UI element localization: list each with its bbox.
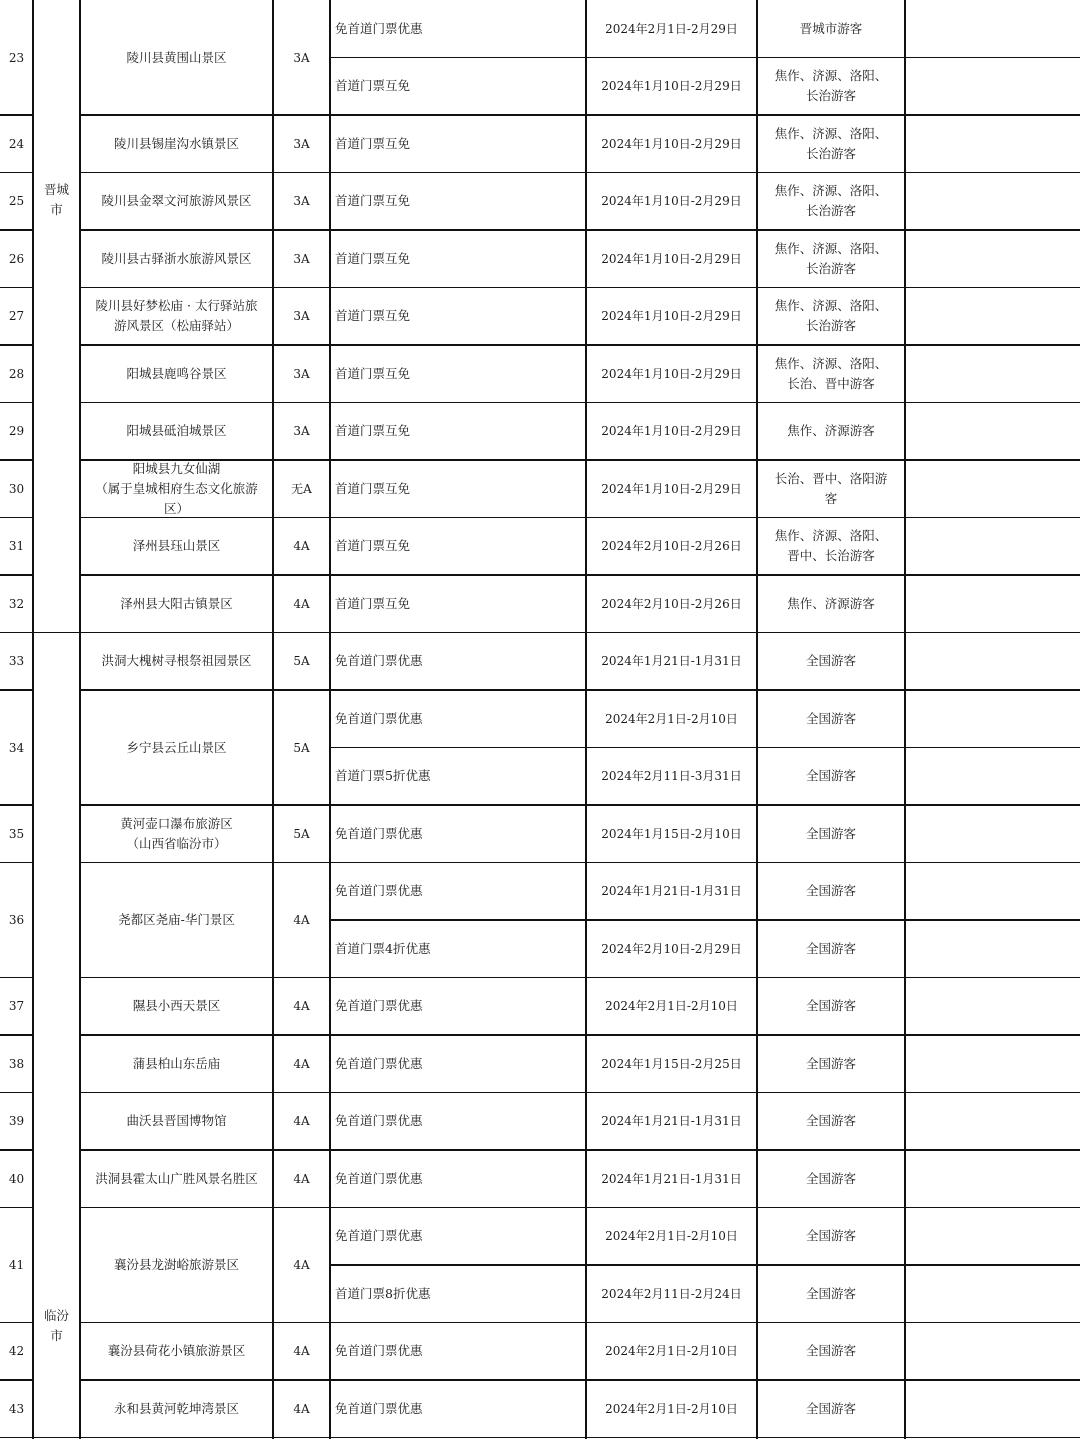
scenic-spot-name: 永和县黄河乾坤湾景区 xyxy=(113,1400,239,1416)
offer-target: 全国游客 xyxy=(805,1113,856,1129)
scenic-spot-name: 阳城县砥洎城景区 xyxy=(126,423,227,439)
row-number: 23 xyxy=(8,50,25,65)
offer-type: 免首道门票优惠 xyxy=(335,1170,423,1186)
row-number: 38 xyxy=(8,1056,25,1071)
offer-target: 全国游客 xyxy=(805,710,856,726)
scenic-spot-name: 陵川县黄围山景区 xyxy=(126,49,227,65)
offer-target: 焦作、济源、洛阳、 长治游客 xyxy=(774,125,888,161)
offer-target: 全国游客 xyxy=(805,768,856,784)
scenic-spot-name: 尧都区尧庙-华门景区 xyxy=(118,912,235,927)
offer-target: 全国游客 xyxy=(805,1170,856,1186)
offer-target: 焦作、济源、洛阳、 长治游客 xyxy=(774,183,888,219)
offer-dates: 2024年2月11日-3月31日 xyxy=(601,769,742,784)
row-number: 43 xyxy=(8,1401,25,1416)
offer-target: 焦作、济源、洛阳、 晋中、长治游客 xyxy=(774,528,888,564)
scenic-spot-name: 隰县小西天景区 xyxy=(132,998,221,1014)
offer-type: 免首道门票优惠 xyxy=(335,710,423,726)
scenic-spot-name: 陵川县古驿浙水旅游风景区 xyxy=(101,250,252,266)
row-number: 34 xyxy=(8,740,25,755)
offer-target: 全国游客 xyxy=(805,825,856,841)
remarks-cell xyxy=(905,115,1080,173)
scenic-spot-name: 泽州县珏山景区 xyxy=(132,538,221,554)
grid-line xyxy=(272,0,274,1439)
scenic-spot-level: 4A xyxy=(293,539,310,554)
offer-dates: 2024年1月21日-1月31日 xyxy=(601,1171,742,1186)
remarks-cell xyxy=(905,1265,1080,1323)
offer-type: 首道门票互免 xyxy=(335,78,411,94)
offer-type: 首道门票互免 xyxy=(335,193,411,209)
row-number: 42 xyxy=(8,1344,25,1359)
city-name: 临汾 市 xyxy=(43,1308,69,1343)
offer-type: 首道门票4折优惠 xyxy=(335,940,431,956)
offer-target: 全国游客 xyxy=(805,940,856,956)
remarks-cell xyxy=(905,173,1080,231)
remarks-cell xyxy=(905,863,1080,921)
scenic-spot-level: 3A xyxy=(293,136,310,151)
grid-line xyxy=(0,1437,33,1439)
remarks-cell xyxy=(905,1035,1080,1093)
scenic-spot-name: 阳城县鹿鸣谷景区 xyxy=(126,365,227,381)
row-number: 40 xyxy=(8,1171,25,1186)
row-number: 33 xyxy=(8,654,25,669)
offer-dates: 2024年2月1日-2月10日 xyxy=(605,1401,738,1416)
offer-type: 首道门票互免 xyxy=(335,250,411,266)
remarks-cell xyxy=(905,1150,1080,1208)
scenic-spot-name: 阳城县九女仙湖 （属于皇城相府生态文化旅游 区） xyxy=(95,460,258,516)
offer-type: 免首道门票优惠 xyxy=(335,883,423,899)
offer-dates: 2024年2月10日-2月26日 xyxy=(601,596,742,611)
scenic-spot-name: 襄汾县荷花小镇旅游景区 xyxy=(107,1343,246,1359)
grid-line xyxy=(79,0,81,1439)
remarks-cell xyxy=(905,345,1080,403)
scenic-spot-name: 乡宁县云丘山景区 xyxy=(126,739,227,755)
offer-dates: 2024年1月15日-2月25日 xyxy=(601,1056,742,1071)
offer-dates: 2024年1月10日-2月29日 xyxy=(601,309,742,324)
row-number: 35 xyxy=(8,826,25,841)
scenic-spot-level: 3A xyxy=(293,366,310,381)
row-number: 29 xyxy=(8,424,25,439)
remarks-cell xyxy=(905,1380,1080,1438)
offer-dates: 2024年1月10日-2月29日 xyxy=(601,424,742,439)
offer-type: 免首道门票优惠 xyxy=(335,825,423,841)
row-number: 41 xyxy=(8,1258,25,1272)
offer-target: 焦作、济源游客 xyxy=(787,423,875,439)
scenic-spot-level: 4A xyxy=(293,1171,310,1186)
remarks-cell xyxy=(905,805,1080,863)
offer-dates: 2024年1月21日-1月31日 xyxy=(601,654,742,669)
scenic-spot-level: 5A xyxy=(293,654,310,669)
scenic-spot-level: 4A xyxy=(293,1401,310,1416)
row-number: 36 xyxy=(8,913,25,927)
row-number: 28 xyxy=(8,366,25,381)
row-number: 32 xyxy=(8,596,25,611)
grid-line xyxy=(330,57,1080,59)
offer-type: 首道门票8折优惠 xyxy=(335,1285,431,1301)
offer-target: 焦作、济源游客 xyxy=(787,595,875,611)
remarks-cell xyxy=(905,403,1080,461)
row-number: 26 xyxy=(8,251,25,266)
remarks-cell xyxy=(905,690,1080,748)
row-number: 24 xyxy=(8,136,25,151)
row-number: 39 xyxy=(8,1114,25,1129)
row-number: 27 xyxy=(8,309,25,324)
offer-target: 焦作、济源、洛阳、 长治游客 xyxy=(774,298,888,334)
remarks-cell xyxy=(905,575,1080,633)
remarks-cell xyxy=(905,460,1080,518)
offer-target: 全国游客 xyxy=(805,1343,856,1359)
offer-target: 长治、晋中、洛阳游 客 xyxy=(774,470,888,506)
scenic-spot-name: 泽州县大阳古镇景区 xyxy=(120,595,233,611)
offer-target: 晋城市游客 xyxy=(799,20,863,36)
offer-type: 免首道门票优惠 xyxy=(335,998,423,1014)
offer-type: 首道门票5折优惠 xyxy=(335,768,431,784)
scenic-spot-name: 陵川县金翠文河旅游风景区 xyxy=(101,193,252,209)
scenic-spot-level: 4A xyxy=(293,596,310,611)
remarks-cell xyxy=(905,0,1080,58)
offer-dates: 2024年1月15日-2月10日 xyxy=(601,826,742,841)
scenic-spot-name: 洪洞大槐树寻根祭祖园景区 xyxy=(101,653,252,669)
offer-target: 全国游客 xyxy=(805,1400,856,1416)
scenic-spot-level: 4A xyxy=(293,999,310,1014)
offer-type: 首道门票互免 xyxy=(335,365,411,381)
scenic-spot-level: 5A xyxy=(293,826,310,841)
offer-type: 首道门票互免 xyxy=(335,538,411,554)
scenic-spot-level: 3A xyxy=(293,424,310,439)
scenic-spot-level: 无A xyxy=(291,481,312,496)
grid-line xyxy=(33,1437,80,1439)
offer-target: 焦作、济源、洛阳、 长治游客 xyxy=(774,68,888,104)
remarks-cell xyxy=(905,920,1080,978)
offer-dates: 2024年2月1日-2月10日 xyxy=(605,711,738,726)
offer-type: 免首道门票优惠 xyxy=(335,1228,423,1244)
remarks-cell xyxy=(905,230,1080,288)
remarks-cell xyxy=(905,1323,1080,1381)
scenic-spot-level: 5A xyxy=(293,740,310,755)
offer-dates: 2024年2月1日-2月29日 xyxy=(605,21,738,36)
offer-target: 焦作、济源、洛阳、 长治游客 xyxy=(774,240,888,276)
offer-target: 全国游客 xyxy=(805,1228,856,1244)
offer-dates: 2024年2月10日-2月29日 xyxy=(601,941,742,956)
offer-target: 全国游客 xyxy=(805,653,856,669)
offer-dates: 2024年2月1日-2月10日 xyxy=(605,1229,738,1244)
remarks-cell xyxy=(905,1093,1080,1151)
offer-dates: 2024年2月11日-2月24日 xyxy=(601,1286,742,1301)
offer-target: 全国游客 xyxy=(805,1285,856,1301)
scenic-spot-level: 4A xyxy=(293,1344,310,1359)
grid-line xyxy=(329,0,331,1439)
offer-target: 焦作、济源、洛阳、 长治、晋中游客 xyxy=(774,355,888,391)
row-number: 37 xyxy=(8,999,25,1014)
offer-dates: 2024年2月1日-2月10日 xyxy=(605,1344,738,1359)
offer-target: 全国游客 xyxy=(805,883,856,899)
offer-dates: 2024年1月21日-1月31日 xyxy=(601,1114,742,1129)
scenic-spot-level: 4A xyxy=(293,1056,310,1071)
grid-line xyxy=(80,1437,1080,1439)
grid-line xyxy=(330,1264,1080,1266)
remarks-cell xyxy=(905,978,1080,1036)
offer-type: 免首道门票优惠 xyxy=(335,1343,423,1359)
grid-line xyxy=(330,747,1080,749)
remarks-cell xyxy=(905,518,1080,576)
offer-dates: 2024年2月10日-2月26日 xyxy=(601,539,742,554)
remarks-cell xyxy=(905,58,1080,116)
row-number: 25 xyxy=(8,194,25,209)
offer-type: 首道门票互免 xyxy=(335,423,411,439)
offer-target: 全国游客 xyxy=(805,1055,856,1071)
row-number: 30 xyxy=(8,481,25,496)
grid-line xyxy=(585,0,587,1439)
scenic-spot-name: 洪洞县霍太山广胜风景名胜区 xyxy=(95,1170,258,1186)
grid-line xyxy=(32,0,34,1439)
city-name: 晋城 市 xyxy=(43,182,69,217)
offer-dates: 2024年1月10日-2月29日 xyxy=(601,481,742,496)
remarks-cell xyxy=(905,288,1080,346)
scenic-spot-name: 曲沃县晋国博物馆 xyxy=(126,1113,227,1129)
offer-type: 免首道门票优惠 xyxy=(335,1113,423,1129)
offer-dates: 2024年2月1日-2月10日 xyxy=(605,999,738,1014)
offer-type: 首道门票互免 xyxy=(335,135,411,151)
offer-type: 免首道门票优惠 xyxy=(335,1055,423,1071)
offer-type: 首道门票互免 xyxy=(335,595,411,611)
offer-type: 免首道门票优惠 xyxy=(335,653,423,669)
scenic-spot-level: 4A xyxy=(293,913,310,927)
scenic-spot-level: 3A xyxy=(293,251,310,266)
offer-type: 首道门票互免 xyxy=(335,480,411,496)
offer-target: 全国游客 xyxy=(805,998,856,1014)
scenic-spot-name: 陵川县好梦松庙 · 太行驿站旅 游风景区（松庙驿站） xyxy=(95,298,258,334)
remarks-cell xyxy=(905,1208,1080,1266)
offer-dates: 2024年1月10日-2月29日 xyxy=(601,136,742,151)
offer-type: 首道门票互免 xyxy=(335,308,411,324)
scenic-spot-level: 3A xyxy=(293,50,310,65)
grid-line xyxy=(904,0,906,1439)
offer-type: 免首道门票优惠 xyxy=(335,20,423,36)
remarks-cell xyxy=(905,633,1080,691)
scenic-spot-level: 4A xyxy=(293,1258,310,1272)
offer-dates: 2024年1月10日-2月29日 xyxy=(601,79,742,94)
offer-dates: 2024年1月10日-2月29日 xyxy=(601,194,742,209)
scenic-spot-name: 襄汾县龙澍峪旅游景区 xyxy=(113,1257,239,1272)
scenic-spot-name: 蒲县柏山东岳庙 xyxy=(132,1055,221,1071)
scenic-spot-name: 黄河壶口瀑布旅游区 （山西省临汾市） xyxy=(120,815,233,851)
offer-dates: 2024年1月10日-2月29日 xyxy=(601,251,742,266)
scenic-spot-level: 3A xyxy=(293,309,310,324)
scenic-spot-name: 陵川县锡崖沟水镇景区 xyxy=(113,135,239,151)
row-number: 31 xyxy=(8,539,25,554)
offer-dates: 2024年1月10日-2月29日 xyxy=(601,366,742,381)
offer-type: 免首道门票优惠 xyxy=(335,1400,423,1416)
scenic-spot-level: 3A xyxy=(293,194,310,209)
scenic-spot-level: 4A xyxy=(293,1114,310,1129)
offer-dates: 2024年1月21日-1月31日 xyxy=(601,884,742,899)
remarks-cell xyxy=(905,748,1080,806)
grid-line xyxy=(756,0,758,1439)
grid-line xyxy=(330,919,1080,921)
